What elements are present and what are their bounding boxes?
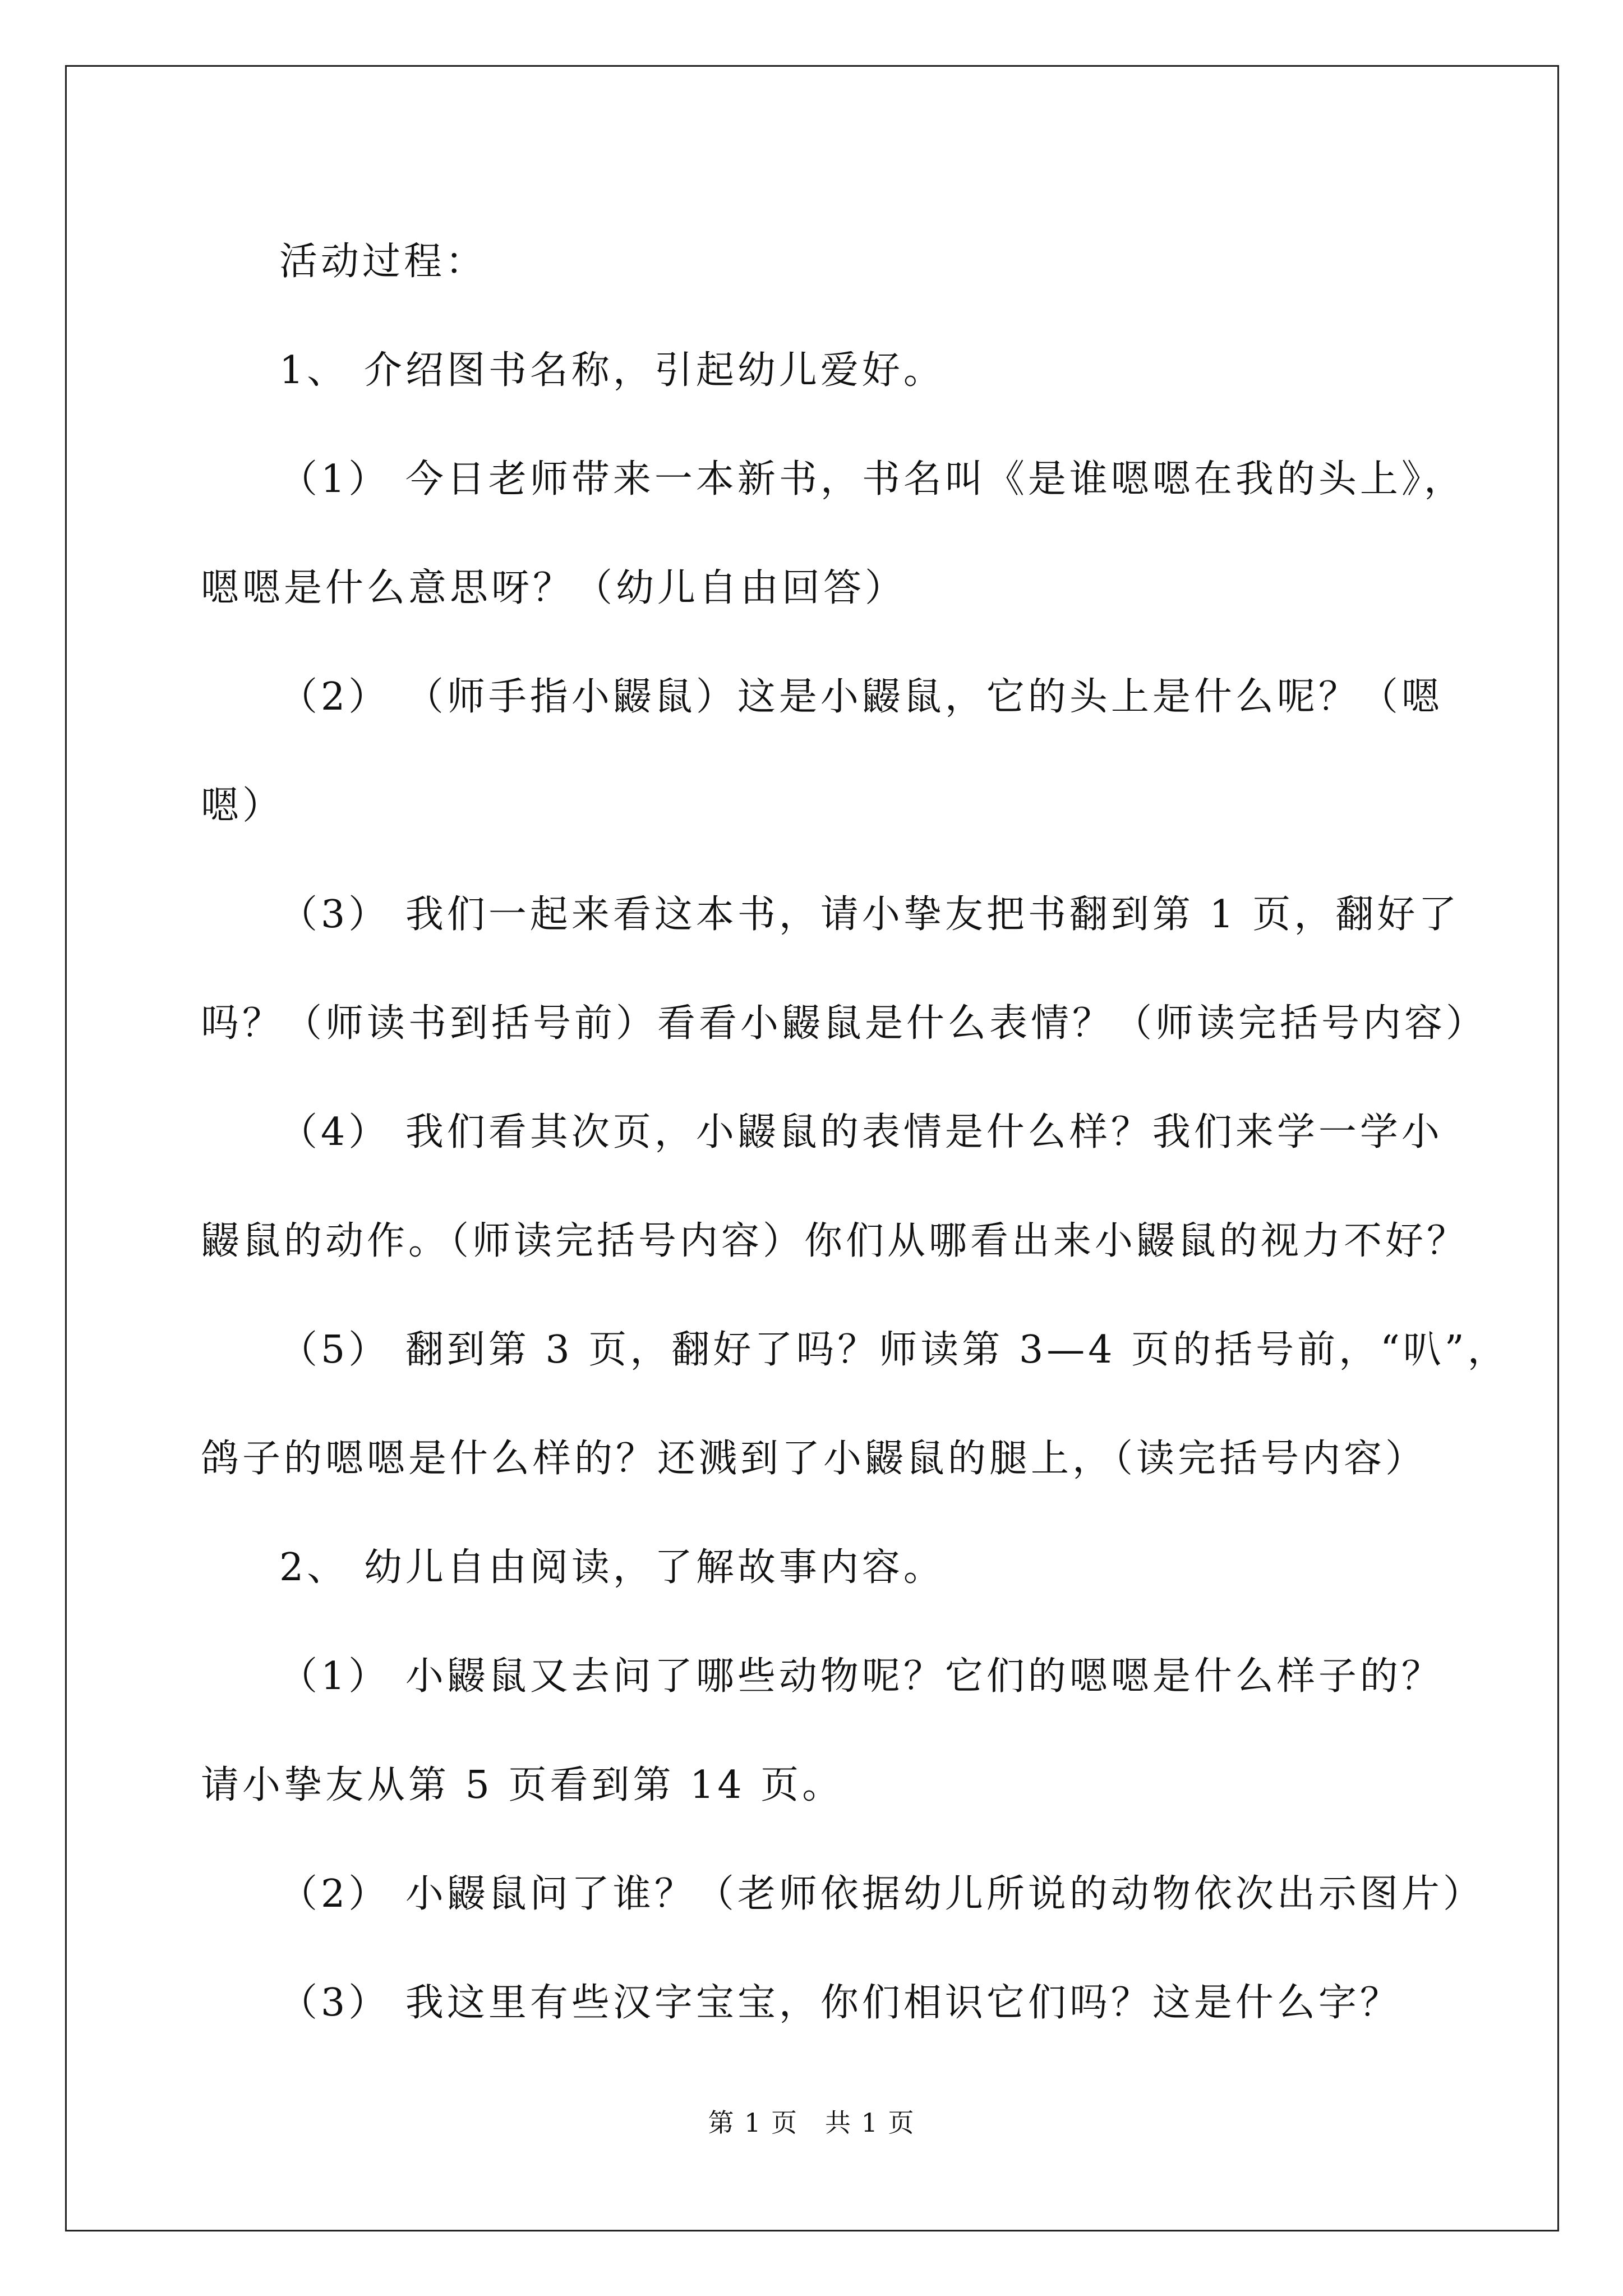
paragraph-1-5-line1: （5） 翻到第 3 页，翻好了吗？师读第 3—4 页的括号前，“叭”， — [279, 1328, 1509, 1372]
paragraph-2-2: （2） 小鼹鼠问了谁？（老师依据幼儿所说的动物依次出示图片） — [279, 1872, 1484, 1916]
paragraph-2-1-line1: （1） 小鼹鼠又去问了哪些动物呢？它们的嗯嗯是什么样子的？ — [279, 1654, 1443, 1699]
paragraph-1-1-line1: （1） 今日老师带来一本新书，书名叫《是谁嗯嗯在我的头上》， — [279, 457, 1465, 501]
paragraph-1-3-line2: 吗？（师读书到括号前）看看小鼹鼠是什么表情？（师读完括号内容） — [201, 1001, 1488, 1046]
paragraph-2-1-line2: 请小挚友从第 5 页看到第 14 页。 — [201, 1763, 844, 1807]
page-footer: 第 1 页 共 1 页 — [708, 2108, 915, 2138]
paragraph-1-4-line1: （4） 我们看其次页，小鼹鼠的表情是什么样？我们来学一学小 — [279, 1110, 1443, 1154]
paragraph-1-1-line2: 嗯嗯是什么意思呀？（幼儿自由回答） — [201, 566, 907, 610]
paragraph-activity-process: 活动过程： — [279, 240, 487, 284]
document-body — [201, 208, 1509, 2058]
paragraph-2-3: （3） 我这里有些汉字宝宝，你们相识它们吗？这是什么字？ — [279, 1981, 1401, 2025]
paragraph-1-4-line2: 鼹鼠的动作。（师读完括号内容）你们从哪看出来小鼹鼠的视力不好？ — [201, 1219, 1469, 1263]
paragraph-step-2: 2、 幼儿自由阅读，了解故事内容。 — [279, 1545, 945, 1590]
paragraph-step-1: 1、 介绍图书名称，引起幼儿爱好。 — [279, 348, 945, 393]
paragraph-1-2-line1: （2） （师手指小鼹鼠）这是小鼹鼠，它的头上是什么呢？（嗯 — [279, 675, 1443, 719]
paragraph-1-2-line2: 嗯） — [201, 784, 284, 828]
paragraph-1-5-line2: 鸽子的嗯嗯是什么样的？还溅到了小鼹鼠的腿上，（读完括号内容） — [201, 1437, 1427, 1481]
paragraph-1-3-line1: （3） 我们一起来看这本书，请小挚友把书翻到第 1 页，翻好了 — [279, 892, 1460, 937]
